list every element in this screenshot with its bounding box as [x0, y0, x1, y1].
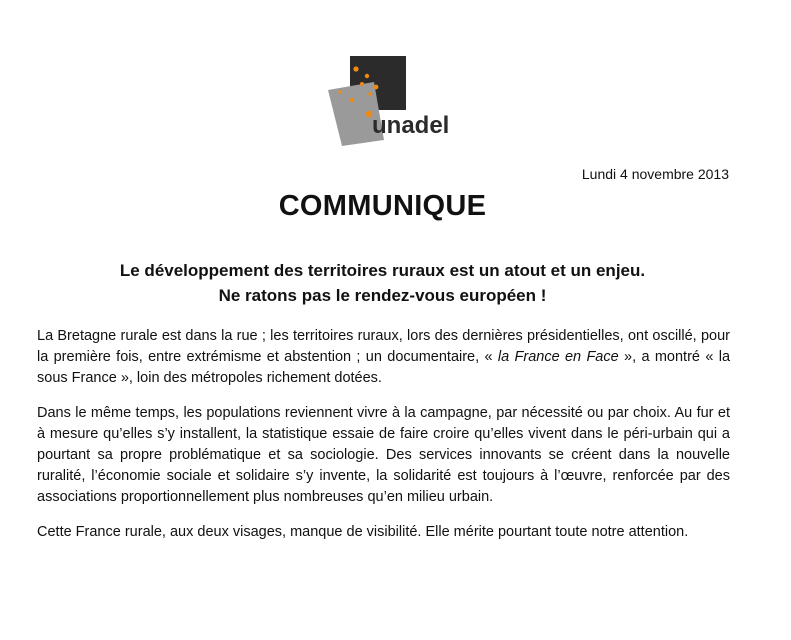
document-date: Lundi 4 novembre 2013 [581, 166, 729, 182]
paragraph-2: Dans le même temps, les populations reviennent vivre à la campagne, par nécessité ou par choix. Au fur et à mesure qu’elles s’y installent, la statistique essaie de faire croire qu’elles vivent dans le péri-urbain qui a pourtant sa propre problématique et sa sociologie. Des services innovants se créent dans la nouvelle ruralité, l’économie sociale et solidaire s’y invente, la solidarité est toujours à l’œuvre, renforcée par des associations proportionnellement plus nombreuses qu’en milieu urbain. [37, 405, 730, 505]
subtitle [0, 258, 765, 308]
subtitle-line-2: Ne ratons pas le rendez-vous européen ! [218, 286, 547, 305]
unadel-logo-mark [312, 56, 462, 146]
paragraph-1-start: La Bretagne rurale est dans la rue ; les territoires ruraux, lors des dernières présidentielles, ont oscillé, pour la première fois, entre extrémisme et abstention ; un documentaire, « [37, 328, 730, 365]
unadel-logo [312, 56, 462, 146]
paragraph-1 [37, 326, 730, 389]
body-text [37, 326, 730, 543]
paragraph-1-end: », a montré « la sous France », loin des métropoles richement dotées. [37, 349, 731, 386]
paragraph-3: Cette France rurale, aux deux visages, manque de visibilité. Elle mérite pourtant toute notre attention. [37, 524, 689, 540]
page-title: COMMUNIQUE [278, 190, 487, 222]
logo-wordmark: unadel [372, 112, 450, 139]
subtitle-line-1: Le développement des territoires ruraux est un atout et un enjeu. [119, 261, 646, 280]
documentary-title: la France en Face [497, 349, 619, 365]
